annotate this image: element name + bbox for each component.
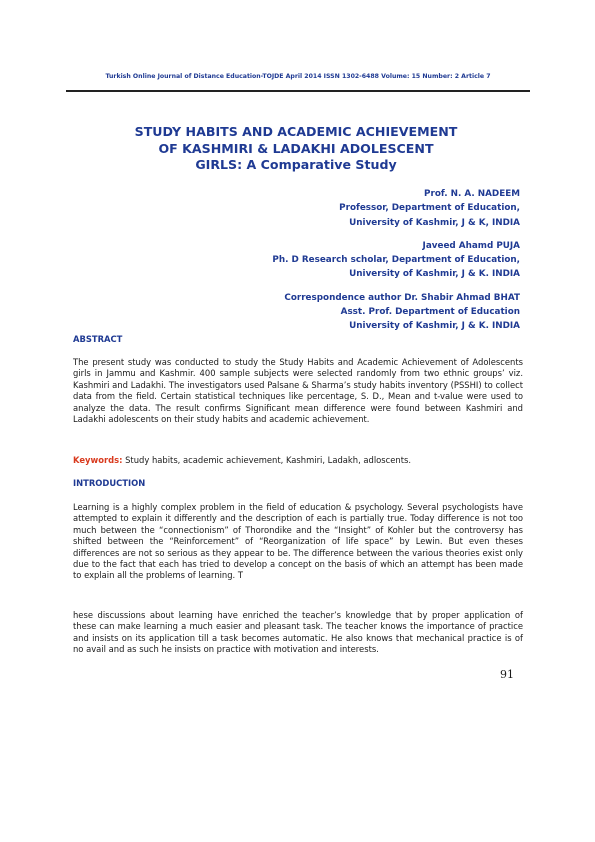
title-line-3: GIRLS: A Comparative Study [195, 157, 397, 172]
paper-title [96, 124, 496, 174]
title-line-1: STUDY HABITS AND ACADEMIC ACHIEVEMENT [134, 124, 458, 139]
title-line-2: OF KASHMIRI & LADAKHI ADOLESCENT [158, 140, 434, 156]
keywords [73, 455, 411, 465]
journal-header: Turkish Online Journal of Distance Education-TOJDE April 2014 ISSN 1302-6488 Volume: 15 Number: 2 Article 7 [105, 73, 491, 80]
header-divider [66, 90, 530, 92]
keywords-label: Keywords: [73, 455, 123, 465]
author-affiliation: University of Kashmir, J & K. INDIA [349, 269, 520, 280]
abstract-heading: ABSTRACT [73, 334, 123, 344]
author-affiliation: Asst. Prof. Department of Education [340, 307, 520, 318]
author-affiliation: Professor, Department of Education, [339, 203, 520, 214]
author-list [272, 187, 520, 343]
author-name: Correspondence author Dr. Shabir Ahmad BHAT [284, 292, 520, 303]
introduction-paragraph-1: Learning is a highly complex problem in the field of education & psychology. Several psychologists have attempted to explain it differently and the description of each is partially true. Today difference is not too much between the “connectionism” of Thorondike and the “Insight” of Kohler but the controversy has shifted between the “Reinforcement” of “Reorganization of life space” by Lewin. But even theses differences are not so serious as they appear to be. The difference between the various theories exist only due to the fact that each has tried to develop a concept on the basis of which an attempt has been made to explain all the problems of learning. T [73, 502, 523, 581]
introduction-heading: INTRODUCTION [73, 478, 146, 488]
introduction-paragraph-2: hese discussions about learning have enriched the teacher’s knowledge that by proper application of these can make learning a much easier and pleasant task. The teacher knows the importance of practice and insists on its application till a task becomes automatic. He also knows that mechanical practice is of no avail and as such he insists on practice with motivation and interests. [73, 610, 523, 655]
abstract-text: The present study was conducted to study the Study Habits and Academic Achievement of Adolescents girls in Jammu and Kashmir. 400 sample subjects were selected randomly from two ethnic groups’ viz. Kashmiri and Ladakhi. The investigators used Palsane & Sharma’s study habits inventory (PSSHI) to collect data from the field. Certain statistical techniques like percentage, S. D., Mean and t-value were used to analyze the data. The result confirms Significant mean difference were found between Kashmiri and Ladakhi adolescents on their study habits and academic achievement. [73, 357, 523, 425]
author-name: Javeed Ahamd PUJA [422, 240, 520, 251]
keywords-text: Study habits, academic achievement, Kashmiri, Ladakh, adloscents. [125, 455, 412, 465]
author-block-3 [272, 291, 520, 334]
author-block-2 [272, 239, 520, 282]
page-number: 91 [500, 668, 514, 681]
author-affiliation: Ph. D Research scholar, Department of Education, [272, 255, 520, 266]
author-affiliation: University of Kashmir, J & K. INDIA [349, 321, 520, 332]
author-name: Prof. N. A. NADEEM [424, 189, 520, 199]
author-affiliation: University of Kashmir, J & K, INDIA [349, 217, 520, 228]
author-block-1 [272, 187, 520, 230]
